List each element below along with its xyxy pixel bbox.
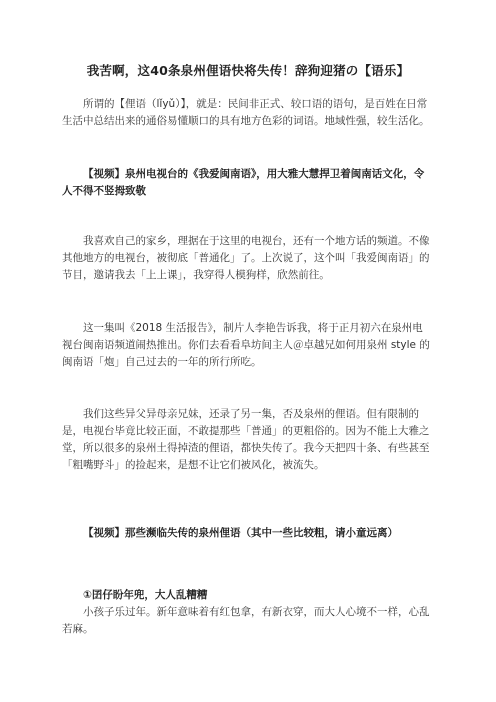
page-title: 我苦啊，这40条泉州俚语快将失传！辞狗迎猪の【语乐】	[86, 63, 410, 78]
paragraph-text: 这一集叫《2018 生活报告》，制片人李艳告诉我，将于正月初六在泉州电视台闽南语频道闹热推出。你们去看看阜坊间主人＠卓越兄如何用泉州 style 的闽南语「炮」自己过去的一年的所行所吃。	[62, 322, 430, 368]
intro-paragraph	[62, 96, 432, 130]
heading-text: 【视频】泉州电视台的《我爱闽南语》，用大雅大慧捍卫着闽南话文化，令人不得不竖拇致敬	[62, 168, 425, 197]
video-heading-1	[62, 166, 432, 200]
paragraph-text: 我喜欢自己的家乡，理据在于这里的电视台，还有一个地方话的频道。不像其他地方的电视台，被彻底「普通化」了。上次说了，这个叫「我爱闽南语」的节目，邀请我去「上上课」，我穿得人模狗样，欣然前往。	[62, 235, 430, 281]
body-paragraph-1	[62, 233, 432, 284]
proverb-explanation: 小孩子乐过年。新年意味着有红包拿，有新衣穿，而大人心境不一样，心乱若麻。	[62, 606, 430, 635]
body-paragraph-3	[62, 406, 432, 474]
video-heading-2	[62, 525, 432, 542]
proverb-title: ①囝仔盼年兜，大人乱糟糟	[83, 589, 208, 601]
paragraph-text: 所谓的【俚语（lǐyǔ）】，就是：民间非正式、较口语的语句，是百姓在日常生活中总结出来的通俗易懂顺口的具有地方色彩的词语。地域性强，较生活化。	[62, 98, 430, 127]
paragraph-text: 我们这些异父异母亲兄妹，还录了另一集，否及泉州的俚语。但有限制的是，电视台毕竟比较正面，不敢提那些「普通」的更粗俗的。因为不能上大雅之堂，所以很多的泉州土得掉渣的俚语，都快失传了。我今天把四十条、有些甚至「粗嘴野斗」的捡起来，是想不让它们被风化，被流失。	[62, 408, 430, 471]
heading-text: 【视频】那些濒临失传的泉州俚语（其中一些比较粗，请小童远离）	[83, 527, 398, 539]
proverb-item-1	[62, 587, 432, 638]
body-paragraph-2	[62, 320, 432, 371]
